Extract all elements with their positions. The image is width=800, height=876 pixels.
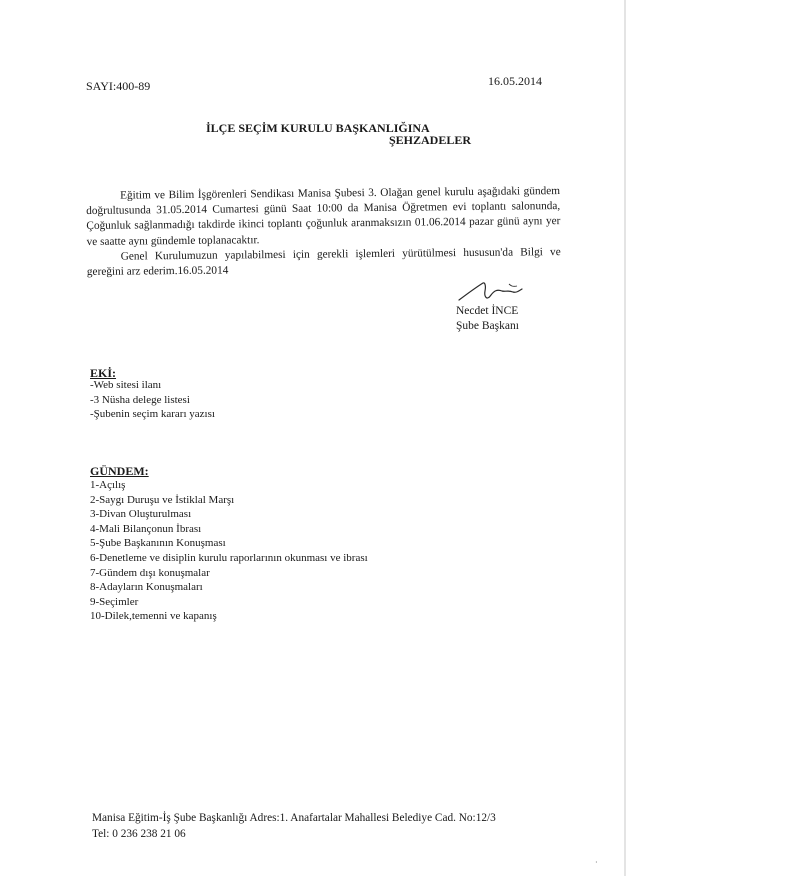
footer-address: Manisa Eğitim-İş Şube Başkanlığı Adres:1. Anafartalar Mahallesi Belediye Cad. No:12/3 [92,812,496,824]
body-paragraph-2: Genel Kurulumuzun yapılabilmesi için gerekli işlemleri yürütülmesi hususun'da Bilgi ve gereğini arz ederim.16.05.2014 [86,245,561,279]
agenda-item: 9-Seçimler [90,595,139,608]
footer-phone: Tel: 0 236 238 21 06 [92,828,186,840]
agenda-item: 5-Şube Başkanının Konuşması [90,537,226,550]
attachments-heading: EKİ: [90,366,117,380]
agenda-item: 1-Açılış [90,479,126,491]
addressee-location: ŞEHZADELER [389,133,472,147]
attachment-item: -Şubenin seçim kararı yazısı [90,408,215,420]
reference-number: SAYI:400-89 [86,79,151,93]
handwritten-signature [455,280,525,306]
page-edge-shadow [624,0,626,876]
agenda-heading: GÜNDEM: [90,464,149,478]
attachment-item: -Web sitesi ilanı [90,379,162,391]
agenda-item: 6-Denetleme ve disiplin kurulu raporlarının okunması ve ibrası [90,551,368,564]
agenda-item: 8-Adayların Konuşmaları [90,581,203,594]
scan-speck: · [595,858,598,867]
attachments-list [90,378,215,422]
addressee-title: İLÇE SEÇİM KURULU BAŞKANLIĞINA [206,121,430,135]
agenda-item: 10-Dilek,temenni ve kapanış [90,610,217,623]
agenda-item: 2-Saygı Duruşu ve İstiklal Marşı [90,493,235,506]
signer-name: Necdet İNCE [456,305,519,317]
body-paragraph-1: Eğitim ve Bilim İşgörenleri Sendikası Manisa Şubesi 3. Olağan genel kurulu aşağıdaki gündem doğrultusunda 31.05.2014 Cumartesi günü Saat 10:00 da Manisa Öğretmen evi toplantı salonunda, Çoğunluk sağlanmadığı takdirde ikinci toplantı çoğunluk aranmaksızın 01.06.2014 pazar günü aynı yer ve saatte aynı gündemle toplanacaktır. [86,185,561,248]
agenda-item: 7-Gündem dışı konuşmalar [90,566,210,579]
letter-body [86,184,561,280]
document-date: 16.05.2014 [488,74,542,88]
signer-title: Şube Başkanı [456,320,519,332]
agenda-list [90,478,368,624]
agenda-item: 4-Mali Bilançonun İbrası [90,522,202,535]
agenda-item: 3-Divan Oluşturulması [90,508,192,521]
attachment-item: -3 Nüsha delege listesi [90,393,190,406]
